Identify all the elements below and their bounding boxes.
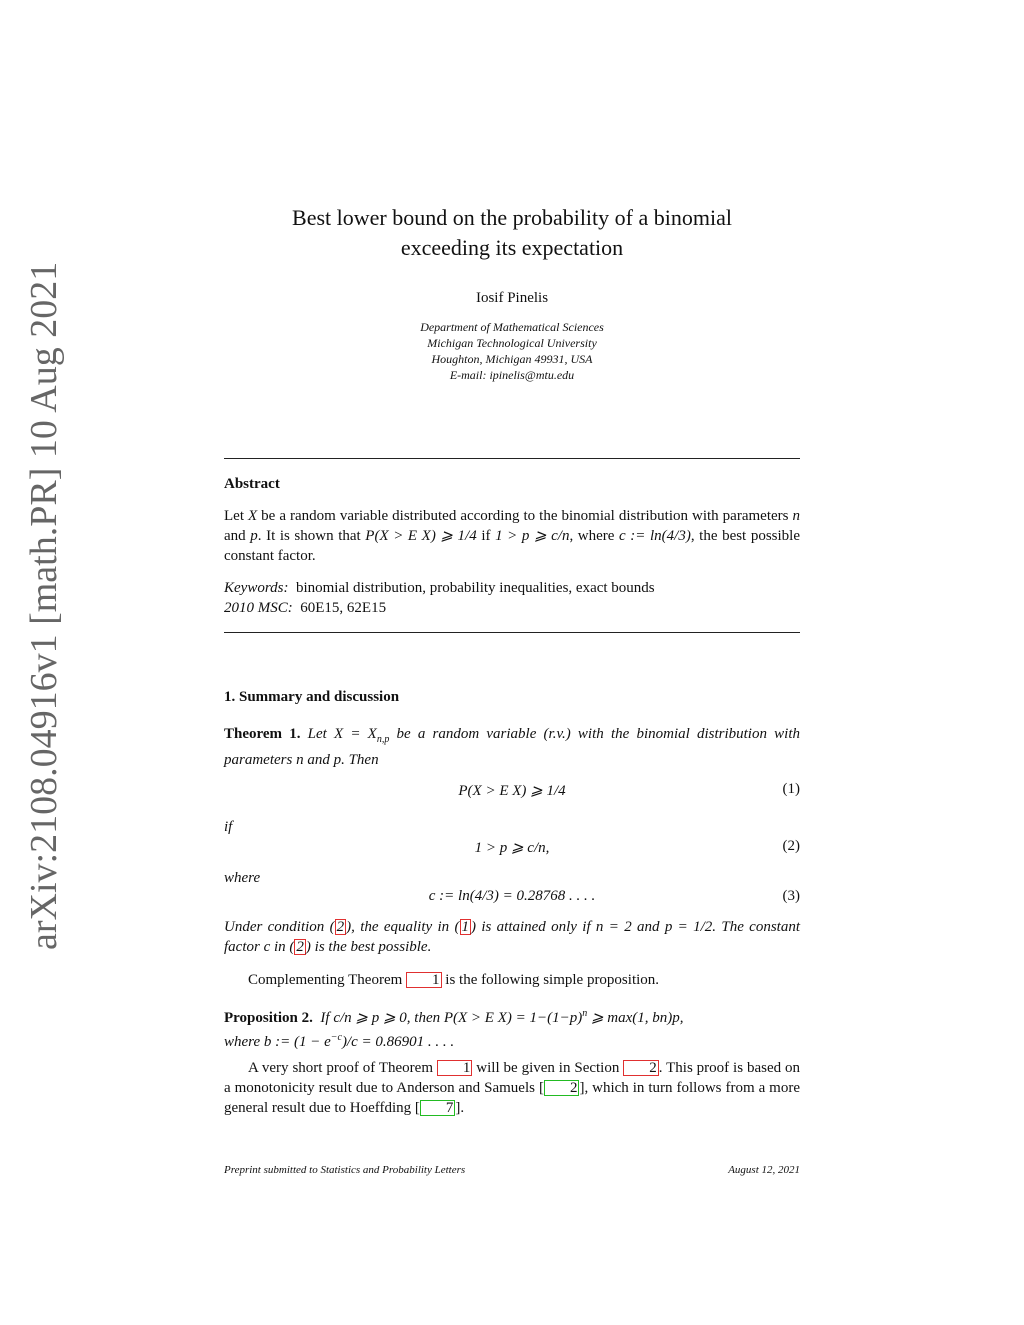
equation-2-number: (2) — [782, 838, 800, 854]
proposition-2 — [224, 1004, 800, 1052]
abstract-top-rule — [224, 458, 800, 459]
msc-label: 2010 MSC: — [224, 600, 293, 616]
citation-2[interactable]: 2 — [544, 1080, 580, 1096]
abstract-seg: , the best possible constant factor. — [224, 528, 800, 564]
abstract-seg: , where — [569, 528, 620, 544]
abstract-formula-2: 1 > p ⩾ c/n — [495, 528, 570, 544]
abstract-seg: and — [224, 528, 251, 544]
para-seg: . — [460, 1100, 465, 1116]
prop-seg: If c/n ⩾ p ⩾ 0, then — [320, 1010, 444, 1026]
theorem-rest: be a random variable (r.v.) with the binomial distribution with parameters n and p. Then — [224, 726, 800, 768]
prop-line-2 — [224, 1028, 800, 1052]
prop-sup-2: −c — [330, 1032, 342, 1043]
prop-seg: where b := (1 − e — [224, 1034, 331, 1050]
theorem-1 — [224, 724, 800, 770]
affiliation-email[interactable]: E-mail: ipinelis@mtu.edu — [449, 368, 575, 382]
equation-1-body: P(X > E X) ⩾ 1/4 — [458, 783, 566, 799]
msc-value: 60E15, 62E15 — [300, 600, 387, 616]
paper-title — [224, 203, 800, 263]
equation-ref-1[interactable]: 1 — [461, 919, 469, 935]
affiliation — [224, 319, 800, 383]
footer-journal: Preprint submitted to Statistics and Probability Letters — [224, 1164, 466, 1176]
compl-seg: is the following simple proposition. — [441, 972, 660, 988]
cond-seg: Under condition — [224, 919, 330, 935]
prop-sup: n — [582, 1008, 588, 1019]
abstract-seg: if — [476, 528, 496, 544]
equation-ref-2[interactable]: 2 — [336, 919, 345, 935]
section-ref-2[interactable]: 2 — [623, 1060, 659, 1076]
author-name: Iosif Pinelis — [475, 290, 549, 306]
keywords-label: Keywords: — [224, 580, 289, 596]
abstract-text — [224, 506, 800, 566]
citation-7[interactable]: 7 — [420, 1100, 456, 1116]
footer-date: August 12, 2021 — [728, 1164, 800, 1176]
theorem-text: Let X = X — [307, 726, 377, 742]
affiliation-city: Houghton, Michigan 49931, USA — [431, 352, 593, 366]
para-seg: A very short proof of Theorem — [248, 1060, 437, 1076]
abstract-seg: . It is shown that — [257, 528, 366, 544]
prop-line-1 — [224, 1004, 800, 1028]
cond-seg: is the best possible. — [310, 939, 432, 955]
if-word: if — [224, 819, 233, 835]
abstract-var-p: p — [250, 528, 258, 544]
abstract-seg: Let — [224, 508, 248, 524]
title-line-2: exceeding its expectation — [400, 235, 624, 260]
title-line-1: Best lower bound on the probability of a binomial — [292, 205, 732, 230]
equation-3-number: (3) — [782, 888, 800, 904]
theorem-subscript: n,p — [376, 734, 390, 745]
proposition-label: Proposition 2. — [224, 1010, 313, 1026]
abstract-seg: be a random variable distributed according to the binomial distribution with parameters — [257, 508, 793, 524]
compl-seg: Complementing Theorem — [248, 972, 407, 988]
para-seg: . This proof is based on a monotonicity result due to Anderson and Samuels — [224, 1060, 801, 1096]
abstract-heading: Abstract — [224, 476, 280, 492]
equation-3-body: c := ln(4/3) = 0.28768 . . . . — [428, 888, 596, 904]
prop-seg: )/c = 0.86901 . . . . — [341, 1034, 455, 1050]
equation-3 — [224, 888, 800, 908]
affiliation-univ: Michigan Technological University — [427, 336, 597, 350]
equation-ref-2b[interactable]: 2 — [296, 939, 304, 955]
keywords-value: binomial distribution, probability inequalities, exact bounds — [295, 580, 655, 596]
arxiv-stamp: arXiv:2108.04916v1 [math.PR] 10 Aug 2021 — [23, 261, 65, 950]
cond-seg: is attained only if n = 2 and p = 1/2. The constant factor c in — [224, 919, 800, 955]
prop-formula: P(X > E X) = 1−(1−p) — [443, 1010, 583, 1026]
para-seg: , which in turn follows from a more general result due to Hoeffding — [224, 1080, 800, 1116]
abstract-bottom-rule — [224, 632, 800, 633]
theorem-label: Theorem 1. — [224, 726, 301, 742]
keywords-line — [224, 578, 800, 598]
section-heading: 1. Summary and discussion — [224, 689, 400, 705]
theorem-condition: Under condition ( 2 ), the equality in ( 1 ) is attained only if n = 2 and p = 1/2. The constant factor c in ( 2 ) is the best possible. — [224, 919, 800, 955]
equation-1-number: (1) — [782, 781, 800, 797]
para-seg: will be given in Section — [472, 1060, 624, 1076]
affiliation-dept: Department of Mathematical Sciences — [420, 320, 604, 334]
equation-1 — [224, 781, 800, 801]
proof-paragraph: A very short proof of Theorem 1 will be given in Section 2 . This proof is based on a monotonicity result due to Anderson and Samuels [ 2 ], which in turn follows from a more general result due to Hoeffding [ 7 ]. — [224, 1060, 801, 1116]
complement-paragraph — [224, 970, 800, 990]
equation-2 — [224, 838, 800, 858]
equation-2-body: 1 > p ⩾ c/n, — [474, 840, 550, 856]
cond-seg: , the equality in — [351, 919, 455, 935]
keywords-block — [224, 578, 800, 618]
abstract-formula-3: c := ln(4/3) — [619, 528, 691, 544]
msc-line — [224, 598, 800, 618]
abstract-formula-1: P(X > E X) ⩾ 1/4 — [365, 528, 477, 544]
theorem-ref-1[interactable]: 1 — [406, 972, 442, 988]
theorem-ref-1b[interactable]: 1 — [437, 1060, 473, 1076]
abstract-var-x: X — [248, 508, 258, 524]
where-word: where — [224, 870, 261, 886]
prop-seg: ⩾ max(1, bn)p, — [587, 1010, 684, 1026]
abstract-var-n: n — [792, 508, 800, 524]
